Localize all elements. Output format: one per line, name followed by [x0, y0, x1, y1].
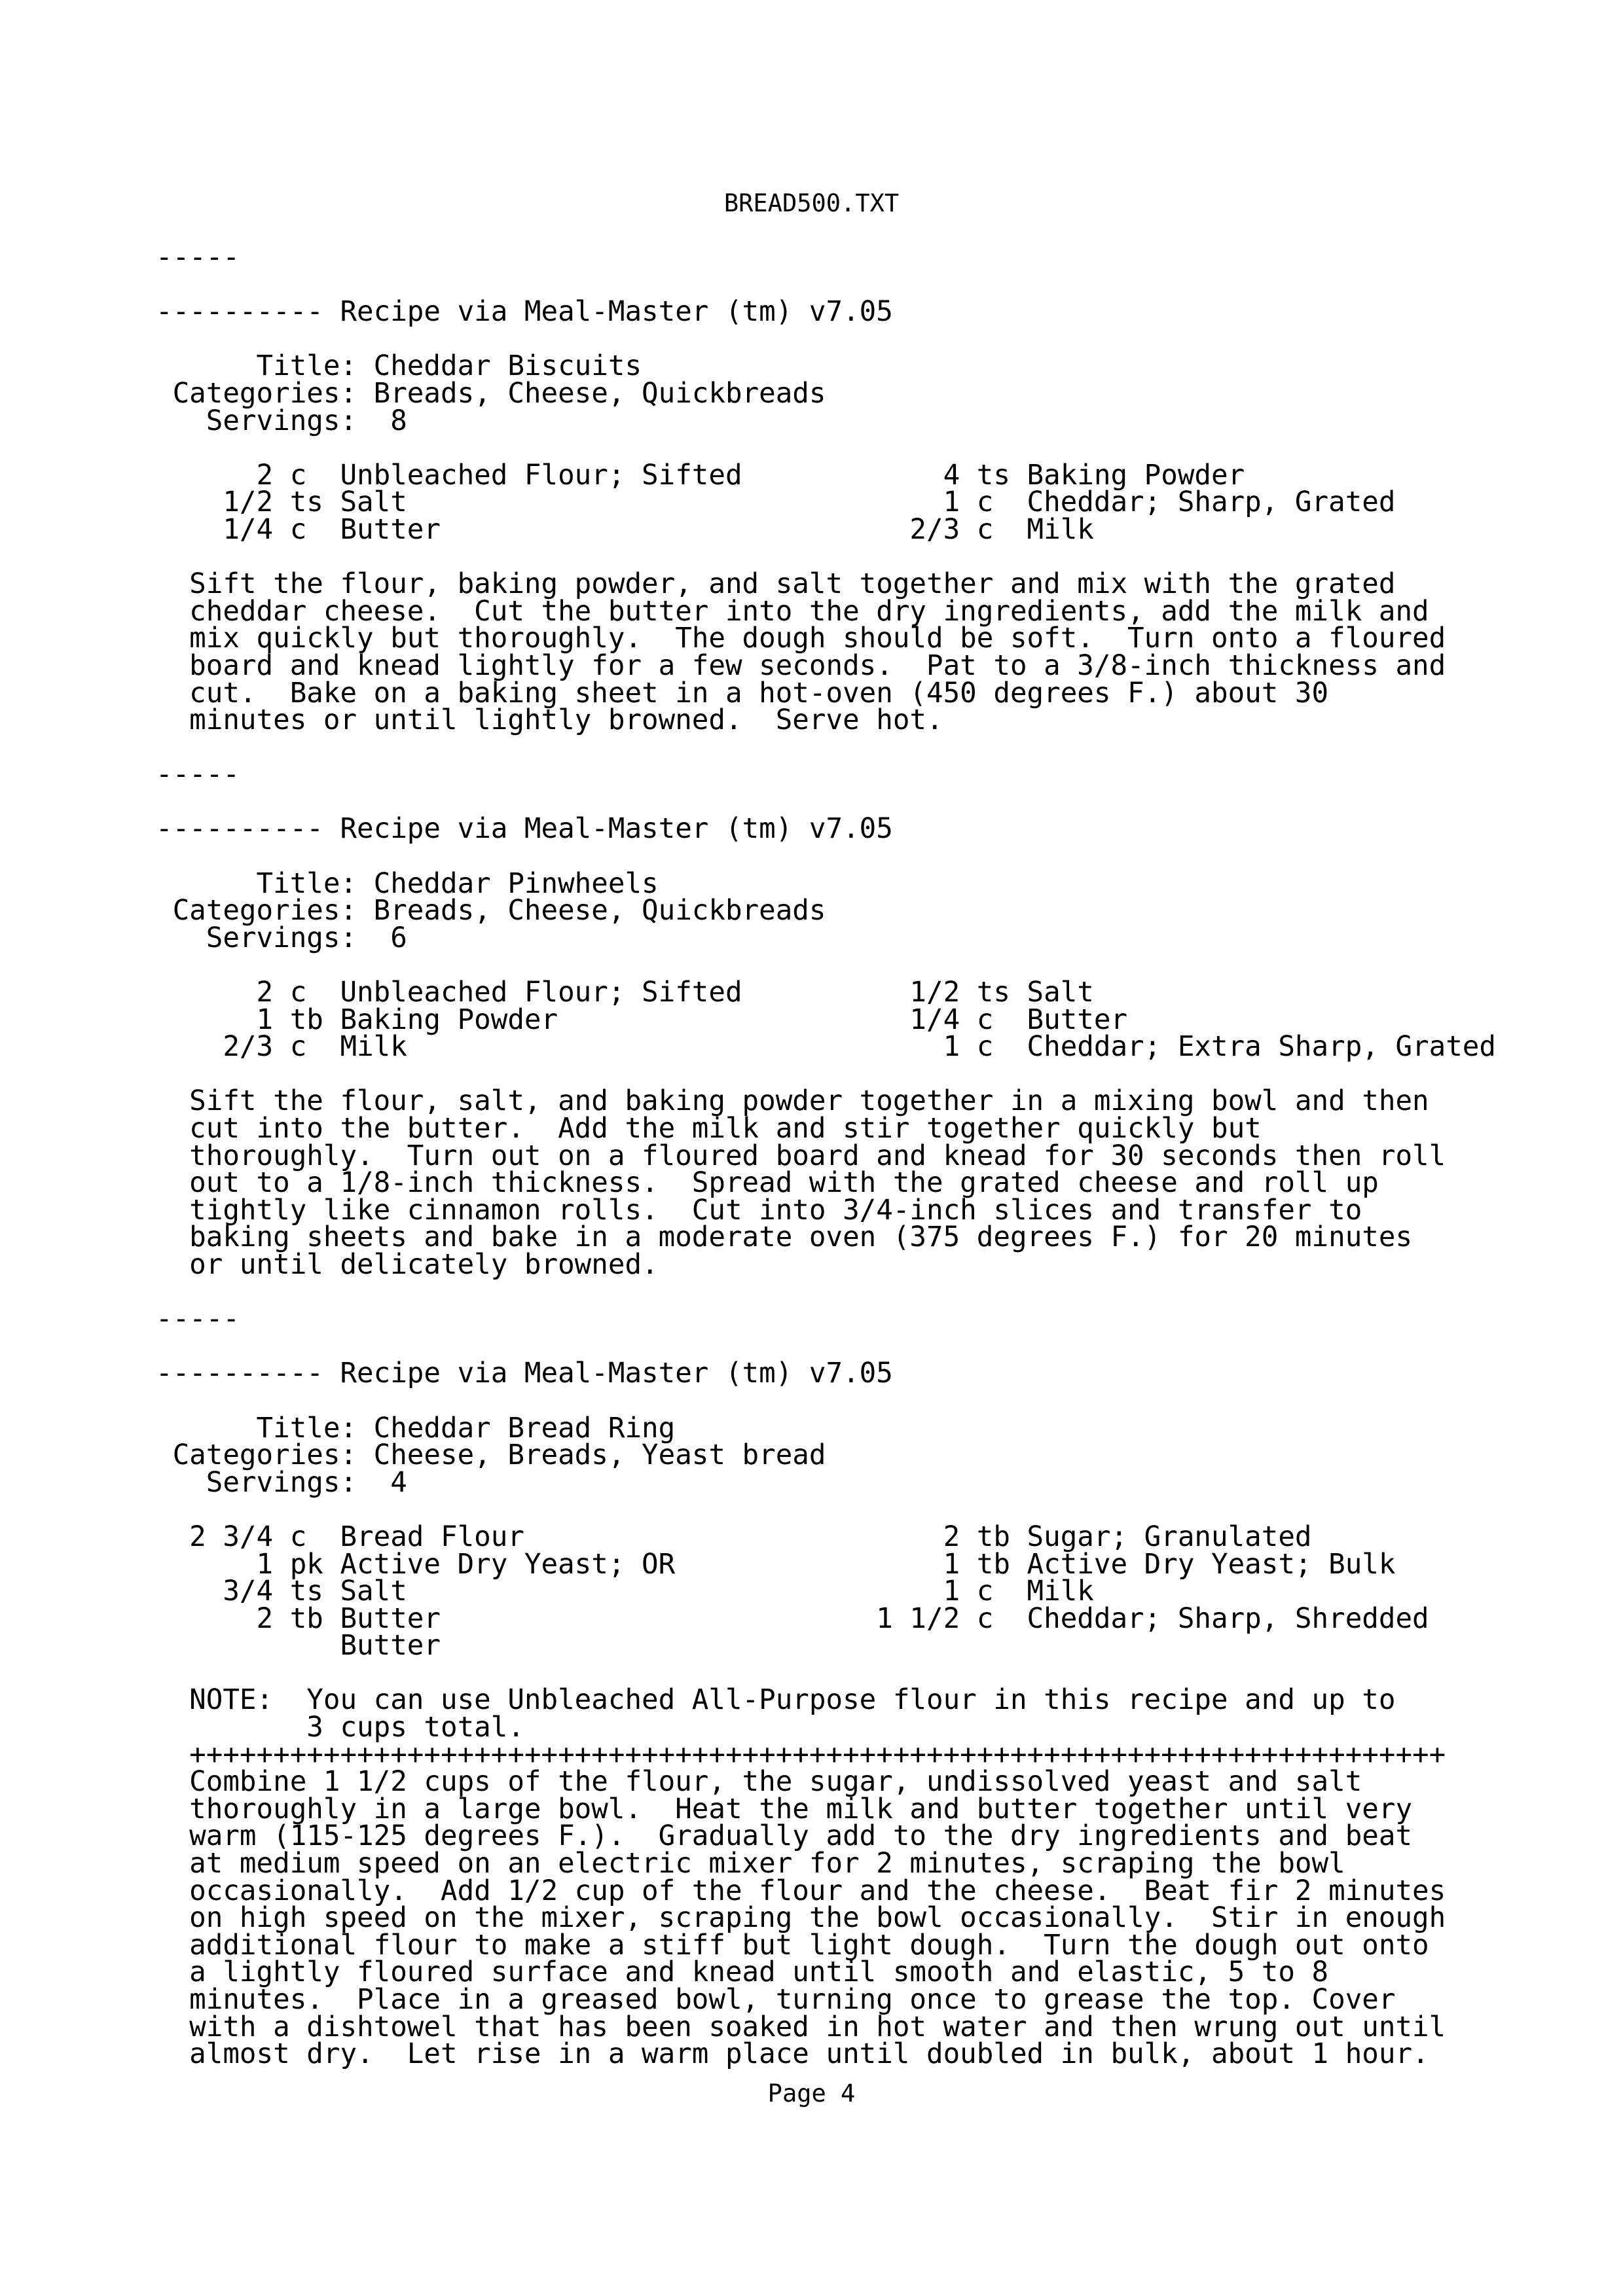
text-line: 2 3/4 c Bread Flour 2 tb Sugar; Granulated	[156, 1520, 1312, 1553]
text-line: 2/3 c Milk 1 c Cheddar; Extra Sharp, Grated	[156, 1031, 1496, 1064]
text-line	[156, 734, 1616, 762]
text-line: 1 pk Active Dry Yeast; OR 1 tb Active Dry Yeast; Bulk	[156, 1548, 1396, 1581]
text-line: out to a 1/8-inch thickness. Spread with the grated cheese and roll up	[156, 1167, 1379, 1200]
page-header: BREAD500.TXT	[723, 189, 900, 217]
text-line	[156, 1279, 1616, 1306]
text-line: cut into the butter. Add the milk and stir together quickly but	[156, 1113, 1262, 1145]
text-line: 1 tb Baking Powder 1/4 c Butter	[156, 1003, 1128, 1036]
text-line	[156, 789, 1616, 816]
text-line: baking sheets and bake in a moderate oven (375 degrees F.) for 20 minutes	[156, 1221, 1413, 1254]
text-line: NOTE: You can use Unbleached All-Purpose flour in this recipe and up to	[156, 1684, 1396, 1717]
text-line: Servings: 4	[156, 1466, 407, 1499]
text-line: Combine 1 1/2 cups of the flour, the sugar, undissolved yeast and salt	[156, 1766, 1362, 1799]
text-line	[156, 1496, 1616, 1524]
text-line: thoroughly in a large bowl. Heat the milk and butter together until very	[156, 1793, 1413, 1825]
text-line: 1/4 c Butter 2/3 c Milk	[156, 513, 1094, 546]
text-line: Categories: Breads, Cheese, Quickbreads	[156, 895, 826, 927]
text-line: +++++++++++++++++++++++++++++++++++++++++++++++++++++++++++++++++++++++++++	[156, 1738, 1446, 1771]
text-line: 2 c Unbleached Flour; Sifted 4 ts Baking Powder	[156, 459, 1245, 492]
text-line: minutes. Place in a greased bowl, turning once to grease the top. Cover	[156, 1984, 1396, 2016]
text-line: 1/2 ts Salt 1 c Cheddar; Sharp, Grated	[156, 486, 1396, 519]
text-line	[156, 1660, 1616, 1687]
text-line: Servings: 8	[156, 404, 407, 437]
text-line: Title: Cheddar Pinwheels	[156, 867, 659, 900]
text-line	[156, 435, 1616, 462]
text-line	[156, 1333, 1616, 1361]
text-line	[156, 326, 1616, 353]
text-line	[156, 1061, 1616, 1088]
text-line: ---------- Recipe via Meal-Master (tm) v7.05	[156, 1357, 893, 1390]
text-line: 2 tb Butter 1 1/2 c Cheddar; Sharp, Shredded	[156, 1602, 1429, 1635]
text-line: Sift the flour, salt, and baking powder together in a mixing bowl and then	[156, 1085, 1429, 1118]
text-line: ---------- Recipe via Meal-Master (tm) v7.05	[156, 296, 893, 329]
text-line: 3 cups total.	[156, 1712, 524, 1744]
text-line	[156, 272, 1616, 299]
text-line: -----	[156, 1303, 240, 1336]
document-body	[156, 242, 1616, 2071]
text-line: Sift the flour, baking powder, and salt together and mix with the grated	[156, 568, 1396, 601]
text-line	[156, 843, 1616, 870]
text-line: Categories: Breads, Cheese, Quickbreads	[156, 377, 826, 410]
text-line: Butter	[156, 1630, 441, 1662]
text-line: Title: Cheddar Bread Ring	[156, 1412, 676, 1444]
page-footer: Page 4	[767, 2079, 856, 2108]
text-line: minutes or until lightly browned. Serve hot.	[156, 704, 943, 737]
text-line: Title: Cheddar Biscuits	[156, 350, 642, 383]
text-line: a lightly floured surface and knead until smooth and elastic, 5 to 8	[156, 1956, 1329, 1989]
text-line: 3/4 ts Salt 1 c Milk	[156, 1575, 1094, 1608]
text-line: Servings: 6	[156, 922, 407, 954]
text-line: 2 c Unbleached Flour; Sifted 1/2 ts Salt	[156, 977, 1094, 1009]
text-line: additional flour to make a stiff but light dough. Turn the dough out onto	[156, 1929, 1429, 1962]
text-line: Categories: Cheese, Breads, Yeast bread	[156, 1439, 826, 1472]
text-line: at medium speed on an electric mixer for 2 minutes, scraping the bowl	[156, 1848, 1345, 1880]
text-line: occasionally. Add 1/2 cup of the flour and the cheese. Beat fir 2 minutes	[156, 1874, 1446, 1907]
text-line	[156, 1388, 1616, 1415]
text-line: -----	[156, 242, 240, 274]
text-line: almost dry. Let rise in a warm place until doubled in bulk, about 1 hour.	[156, 2038, 1429, 2071]
text-line: on high speed on the mixer, scraping the bowl occasionally. Stir in enough	[156, 1902, 1446, 1935]
text-line: with a dishtowel that has been soaked in hot water and then wrung out until	[156, 2011, 1446, 2043]
text-line: thoroughly. Turn out on a floured board and knead for 30 seconds then roll	[156, 1139, 1446, 1172]
text-line: cut. Bake on a baking sheet in a hot-oven (450 degrees F.) about 30	[156, 677, 1329, 709]
text-line: warm (115-125 degrees F.). Gradually add to the dry ingredients and beat	[156, 1820, 1413, 1853]
text-line	[156, 952, 1616, 979]
text-line: cheddar cheese. Cut the butter into the dry ingredients, add the milk and	[156, 595, 1429, 628]
text-line	[156, 544, 1616, 571]
text-line: or until delicately browned.	[156, 1248, 659, 1281]
text-line: tightly like cinnamon rolls. Cut into 3/4-inch slices and transfer to	[156, 1194, 1362, 1227]
text-line: mix quickly but thoroughly. The dough should be soft. Turn onto a floured	[156, 622, 1446, 655]
text-line: ---------- Recipe via Meal-Master (tm) v7.05	[156, 813, 893, 846]
text-line: board and knead lightly for a few seconds. Pat to a 3/8-inch thickness and	[156, 649, 1446, 682]
text-line: -----	[156, 759, 240, 791]
